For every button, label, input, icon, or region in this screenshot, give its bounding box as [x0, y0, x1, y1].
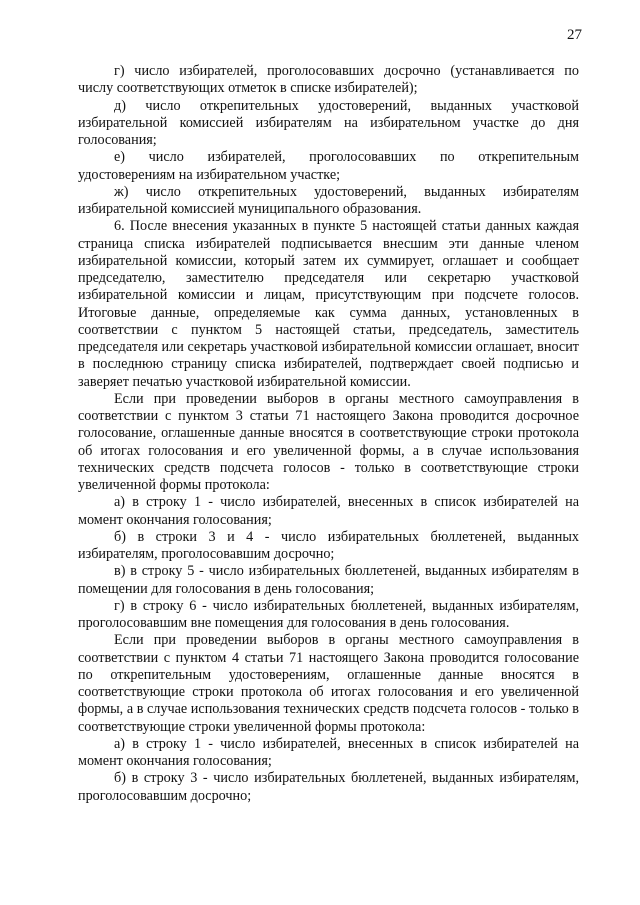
paragraph-item-g: г) число избирателей, проголосовавших досрочно (устанавливается по числу соответствующих отметок в списке избирателей);: [78, 63, 579, 97]
paragraph-item-d: д) число открепительных удостоверений, выданных участковой избирательной комиссией избирателям на избирательном участке до дня голосования;: [78, 97, 579, 148]
paragraph-clause-6: 6. После внесения указанных в пункте 5 настоящей статьи данных каждая страница списка избирателей подписывается внесшим эти данные членом избирательной комиссии, который затем их суммирует, оглашает и сообщает председателю, заместителю председателя или секретарю участковой избирательной комиссии и лицам, присутствующим при подсчете голосов. Итоговые данные, определяемые как сумма данных, установленных в соответствии с пунктом 5 настоящей статьи, председатель, заместитель председателя или секретарь участковой избирательной комиссии оглашает, вносит в последнюю страницу списка избирателей, подтверждает своей подписью и заверяет печатью участковой избирательной комиссии.: [78, 218, 579, 390]
paragraph-early-item-b: б) в строки 3 и 4 - число избирательных бюллетеней, выданных избирателям, проголосовавшим досрочно;: [78, 528, 579, 562]
paragraph-item-e: е) число избирателей, проголосовавших по открепительным удостоверениям на избирательном участке;: [78, 149, 579, 183]
page-number: 27: [567, 27, 582, 43]
paragraph-early-item-v: в) в строку 5 - число избирательных бюллетеней, выданных избирателям в помещении для голосования в день голосования;: [78, 563, 579, 597]
paragraph-early-item-g: г) в строку 6 - число избирательных бюллетеней, выданных избирателям, проголосовавшим вне помещения для голосования в день голосования.: [78, 597, 579, 631]
paragraph-absentee-item-b: б) в строку 3 - число избирательных бюллетеней, выданных избирателям, проголосовавшим досрочно;: [78, 770, 579, 804]
paragraph-early-voting: Если при проведении выборов в органы местного самоуправления в соответствии с пунктом 3 статьи 71 настоящего Закона проводится досрочное голосование, оглашенные данные вносятся в соответствующие строки протокола об итогах голосования и его увеличенной формы, а в случае использования технических средств подсчета голосов - только в соответствующие строки увеличенной формы протокола:: [78, 390, 579, 493]
paragraph-absentee-item-a: а) в строку 1 - число избирателей, внесенных в список избирателей на момент окончания голосования;: [78, 735, 579, 769]
paragraph-early-item-a: а) в строку 1 - число избирателей, внесенных в список избирателей на момент окончания голосования;: [78, 494, 579, 528]
document-body: [78, 63, 579, 805]
paragraph-item-zh: ж) число открепительных удостоверений, выданных избирателям избирательной комиссией муниципального образования.: [78, 183, 579, 217]
paragraph-absentee-voting: Если при проведении выборов в органы местного самоуправления в соответствии с пунктом 4 статьи 71 настоящего Закона проводится голосование по открепительным удостоверениям, оглашенные данные вносятся в соответствующие строки протокола об итогах голосования и его увеличенной формы, а в случае использования технических средств подсчета голосов - только в соответствующие строки увеличенной формы протокола:: [78, 632, 579, 735]
